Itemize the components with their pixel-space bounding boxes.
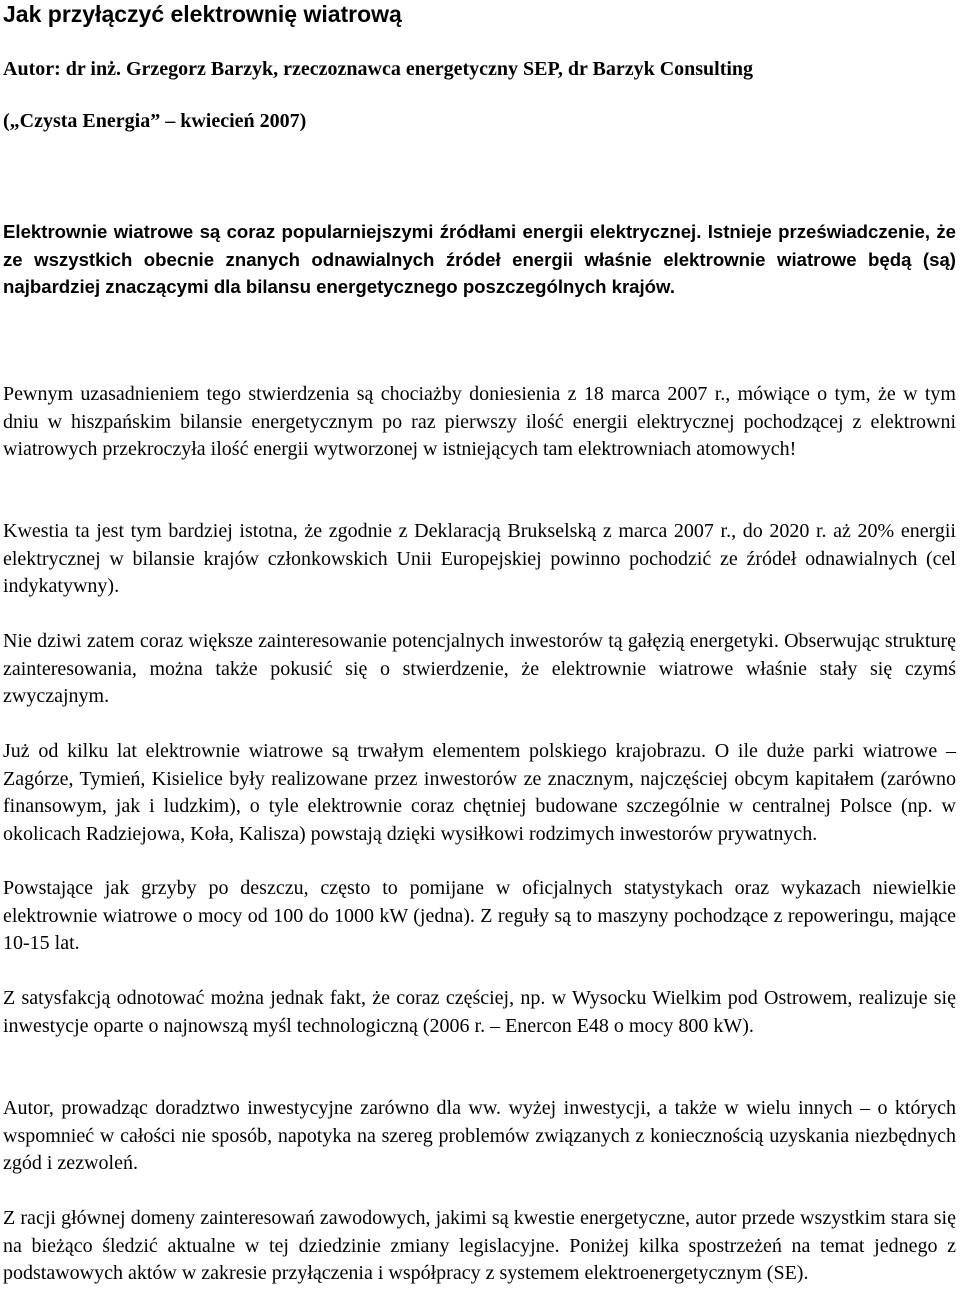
lead-paragraph: Elektrownie wiatrowe są coraz popularniejszymi źródłami energii elektrycznej. Istnieje przeświadczenie, że ze wszystkich obecnie znanych odnawialnych źródeł energii właśnie elektrownie wiatrowe będą (są) najbardziej znaczącymi dla bilansu energetycznego poszczególnych krajów. (3, 221, 956, 298)
author-line: Autor: dr inż. Grzegorz Barzyk, rzeczoznawca energetyczny SEP, dr Barzyk Consulting (3, 58, 754, 80)
body-paragraph-1: Pewnym uzasadnieniem tego stwierdzenia są chociażby doniesienia z 18 marca 2007 r., mówiące o tym, że w tym dniu w hiszpańskim bilansie energetycznym po raz pierwszy ilość energii elektrycznej pochodzącej z elektrowni wiatrowych przekroczyła ilość energii wytworzonej w istniejących tam elektrowniach atomowych! (3, 383, 956, 461)
body-paragraph-7: Autor, prowadząc doradztwo inwestycyjne zarówno dla ww. wyżej inwestycji, a także w wielu innych – o których wspomnieć w całości nie sposób, napotyka na szereg problemów związanych z koniecznością uzyskania niezbędnych zgód i zezwoleń. (3, 1097, 956, 1175)
article-title: Jak przyłączyć elektrownię wiatrową (3, 1, 402, 27)
body-paragraph-6: Z satysfakcją odnotować można jednak fakt, że coraz częściej, np. w Wysocku Wielkim pod Ostrowem, realizuje się inwestycje oparte o najnowszą myśl technologiczną (2006 r. – Enercon E48 o mocy 800 kW). (3, 987, 956, 1037)
body-paragraph-5: Powstające jak grzyby po deszczu, często to pomijane w oficjalnych statystykach oraz wykazach niewielkie elektrownie wiatrowe o mocy od 100 do 1000 kW (jedna). Z reguły są to maszyny pochodzące z repoweringu, mające 10-15 lat. (3, 877, 956, 955)
body-paragraph-4: Już od kilku lat elektrownie wiatrowe są trwałym elementem polskiego krajobrazu. O ile duże parki wiatrowe – Zagórze, Tymień, Kisielice były realizowane przez inwestorów ze znacznym, najczęściej obcym kapitałem (zarówno finansowym, jak i ludzkim), o tyle elektrownie coraz chętniej budowane szczególnie w centralnej Polsce (np. w okolicach Radziejowa, Koła, Kalisza) powstają dzięki wysiłkowi rodzimych inwestorów prywatnych. (3, 740, 956, 846)
body-paragraph-2: Kwestia ta jest tym bardziej istotna, że zgodnie z Deklaracją Brukselską z marca 2007 r., do 2020 r. aż 20% energii elektrycznej w bilansie krajów członkowskich Unii Europejskiej powinno pochodzić ze źródeł odnawialnych (cel indykatywny). (3, 520, 956, 598)
body-paragraph-3: Nie dziwi zatem coraz większe zainteresowanie potencjalnych inwestorów tą gałęzią energetyki. Obserwując strukturę zainteresowania, można także pokusić się o stwierdzenie, że elektrownie wiatrowe właśnie stały się czymś zwyczajnym. (3, 630, 956, 708)
source-line: („Czysta Energia” – kwiecień 2007) (3, 110, 307, 132)
body-paragraph-8: Z racji głównej domeny zainteresowań zawodowych, jakimi są kwestie energetyczne, autor przede wszystkim stara się na bieżąco śledzić aktualne w tej dziedzinie zmiany legislacyjne. Poniżej kilka spostrzeżeń na temat jednego z podstawowych aktów w zakresie przyłączenia i współpracy z systemem elektroenergetycznym (SE). (3, 1207, 956, 1285)
